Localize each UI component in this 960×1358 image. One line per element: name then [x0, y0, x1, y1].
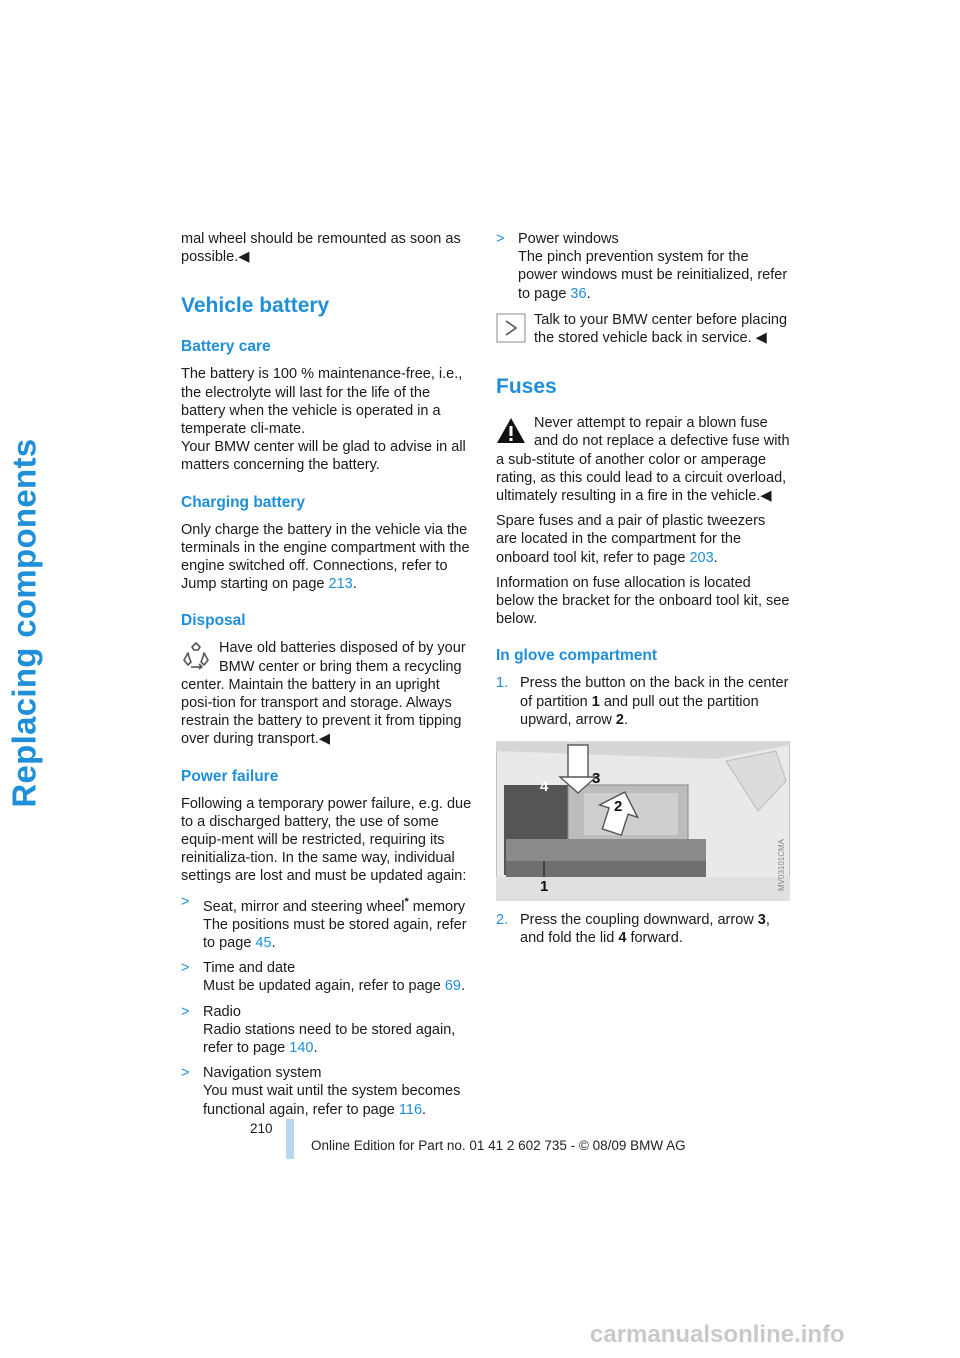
note-arrow-icon [496, 313, 526, 343]
list-item: > Power windows The pinch prevention system for the power windows must be reinitialized, refer to page 36. [496, 231, 788, 302]
figure-label-1: 1 [540, 878, 549, 896]
list-item: > Time and date Must be updated again, refer to page 69. [181, 960, 466, 995]
list-item: > Seat, mirror and steering wheel* memory The positions must be stored again, refer to page 45. [181, 893, 467, 951]
warning-note: Never attempt to repair a blown fuse and do not replace a defective fuse with a sub-stitute of another color or amperage rating, as this could lead to a circuit overload, ultimately resulting in a fire in the vehicle.◀ [496, 415, 790, 505]
bullet-marker: > [496, 231, 505, 247]
bullet-marker: > [181, 1065, 190, 1082]
left-column [181, 230, 475, 1126]
recycling-note: Have old batteries disposed of by your BMW center or bring them a recycling center. Maintain the battery in an upright posi-tion for transport and storage. Always restrain the battery to prevent it from tipping over during transport.◀ [181, 640, 466, 748]
footer-accent-bar [286, 1119, 294, 1159]
right-column [496, 230, 790, 954]
page-link-213[interactable]: 213 [328, 576, 353, 593]
option-star: * [404, 895, 409, 908]
figure-code: MV03101CMA [777, 839, 786, 892]
intro-paragraph: mal wheel should be remounted as soon as possible.◀ [181, 231, 461, 266]
figure-label-2: 2 [614, 798, 623, 816]
note-box: Talk to your BMW center before placing the stored vehicle back in service. ◀ [496, 311, 790, 347]
power-failure-text: Following a temporary power failure, e.g. due to a discharged battery, the use of some equip-ment will be restricted, requiring its reinitializa-tion. In the same way, individual settings are lost and must be updated again: [181, 795, 472, 885]
bullet-marker: > [181, 893, 190, 910]
glove-compartment-heading: In glove compartment [496, 647, 658, 665]
step-number: 1. [496, 675, 509, 692]
page-link-69[interactable]: 69 [444, 978, 461, 995]
edition-footer: Online Edition for Part no. 01 41 2 602 735 - © 08/09 BMW AG [311, 1138, 686, 1153]
page-link-36[interactable]: 36 [570, 285, 587, 302]
power-failure-heading: Power failure [181, 767, 279, 785]
battery-care-heading: Battery care [181, 338, 271, 356]
spare-fuses-text: Spare fuses and a pair of plastic tweezers are located in the compartment for the onboard tool kit, refer to page 203. [496, 513, 766, 566]
battery-care-text: The battery is 100 % maintenance-free, i.e., the electrolyte will last for the life of the battery when the vehicle is operated in a temperate cli-mate. [181, 366, 463, 438]
charging-battery-heading: Charging battery [181, 493, 306, 511]
watermark: carmanualsonline.info [590, 1321, 845, 1348]
fuses-heading: Fuses [496, 375, 557, 399]
page-link-203[interactable]: 203 [689, 549, 714, 566]
glove-compartment-illustration [496, 741, 790, 901]
page-link-45[interactable]: 45 [255, 934, 272, 951]
glove-compartment-figure [496, 741, 790, 901]
page-link-140[interactable]: 140 [289, 1039, 314, 1056]
step-item: 2. Press the coupling downward, arrow 3, and fold the lid 4 forward. [496, 912, 770, 947]
disposal-heading: Disposal [181, 612, 246, 630]
bullet-marker: > [181, 1003, 190, 1020]
page-number: 210 [250, 1121, 273, 1136]
list-item: > Radio Radio stations need to be stored again, refer to page 140. [181, 1003, 456, 1056]
bullet-marker: > [181, 960, 190, 977]
warning-icon [496, 416, 526, 446]
section-title-vertical [4, 233, 46, 1013]
section-title-text: Replacing components [5, 438, 43, 808]
step-number: 2. [496, 912, 509, 929]
charging-text: Only charge the battery in the vehicle via the terminals in the engine compartment with the engine switched off. Connections, refer to Jump starting on page 213. [181, 521, 470, 593]
battery-care-text-2: Your BMW center will be glad to advise in all matters concerning the battery. [181, 439, 466, 474]
vehicle-battery-heading: Vehicle battery [181, 294, 330, 318]
step-item: 1. Press the button on the back in the center of partition 1 and pull out the partition upward, arrow 2. [496, 675, 789, 728]
recycling-icon [181, 641, 211, 671]
allocation-text: Information on fuse allocation is located below the bracket for the onboard tool kit, see below. [496, 574, 790, 628]
list-item: > Navigation system You must wait until the system becomes functional again, refer to page 116. [181, 1065, 461, 1118]
figure-label-3: 3 [592, 770, 601, 788]
figure-label-4: 4 [540, 778, 549, 796]
page-link-116[interactable]: 116 [398, 1101, 423, 1118]
